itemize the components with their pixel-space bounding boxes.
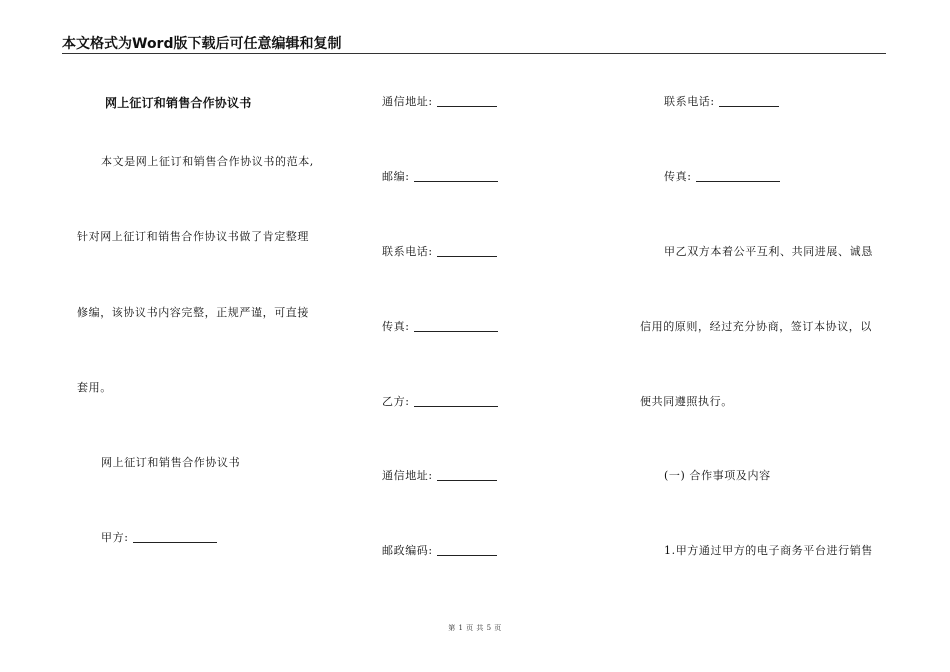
party-b-phone-label: 联系电话:	[664, 95, 715, 108]
phone-label: 联系电话:	[382, 245, 433, 258]
address-label: 通信地址:	[382, 95, 433, 108]
body-line-3: 便共同遵照执行。	[640, 395, 733, 408]
clause-item-1: 1.甲方通过甲方的电子商务平台进行销售	[664, 544, 873, 557]
postcode-label: 邮编:	[382, 170, 410, 183]
party-b-postcode-blank	[437, 545, 497, 556]
phone-blank	[437, 246, 497, 257]
address-blank	[437, 96, 497, 107]
intro-line-1: 本文是网上征订和销售合作协议书的范本,	[101, 155, 314, 168]
intro-line-4: 套用。	[77, 381, 112, 394]
fax-blank	[414, 321, 498, 332]
page-footer: 第 1 页 共 5 页	[448, 624, 502, 632]
section-heading: (一) 合作事项及内容	[664, 469, 771, 482]
agreement-heading: 网上征订和销售合作协议书	[101, 456, 241, 469]
page-header	[62, 33, 886, 54]
address-field	[382, 93, 497, 109]
party-a-field	[101, 529, 217, 545]
party-b-blank	[414, 396, 498, 407]
body-line-1: 甲乙双方本着公平互利、共同进展、诚恳	[664, 245, 873, 258]
party-b-fax-label: 传真:	[664, 170, 692, 183]
party-a-label: 甲方:	[101, 531, 129, 544]
intro-line-2: 针对网上征订和销售合作协议书做了肯定整理	[77, 230, 309, 243]
party-b-postcode-field	[382, 542, 497, 558]
postcode-field	[382, 168, 498, 184]
party-b-postcode-label: 邮政编码:	[382, 544, 433, 557]
postcode-blank	[414, 171, 498, 182]
document-title: 网上征订和销售合作协议书	[105, 96, 252, 110]
party-b-field	[382, 393, 498, 409]
party-a-blank	[133, 532, 217, 543]
body-line-2: 信用的原则，经过充分协商，签订本协议，以	[640, 320, 872, 333]
fax-field	[382, 318, 498, 334]
party-b-phone-field	[664, 93, 779, 109]
party-b-address-label: 通信地址:	[382, 469, 433, 482]
intro-line-3: 修编，该协议书内容完整，正规严谨，可直接	[77, 306, 309, 319]
fax-label: 传真:	[382, 320, 410, 333]
party-b-phone-blank	[719, 96, 779, 107]
party-b-address-blank	[437, 470, 497, 481]
header-title: 本文格式为Word版下载后可任意编辑和复制	[62, 36, 342, 52]
phone-field	[382, 243, 497, 259]
party-b-label: 乙方:	[382, 395, 410, 408]
party-b-fax-blank	[696, 171, 780, 182]
party-b-fax-field	[664, 168, 780, 184]
party-b-address-field	[382, 467, 497, 483]
